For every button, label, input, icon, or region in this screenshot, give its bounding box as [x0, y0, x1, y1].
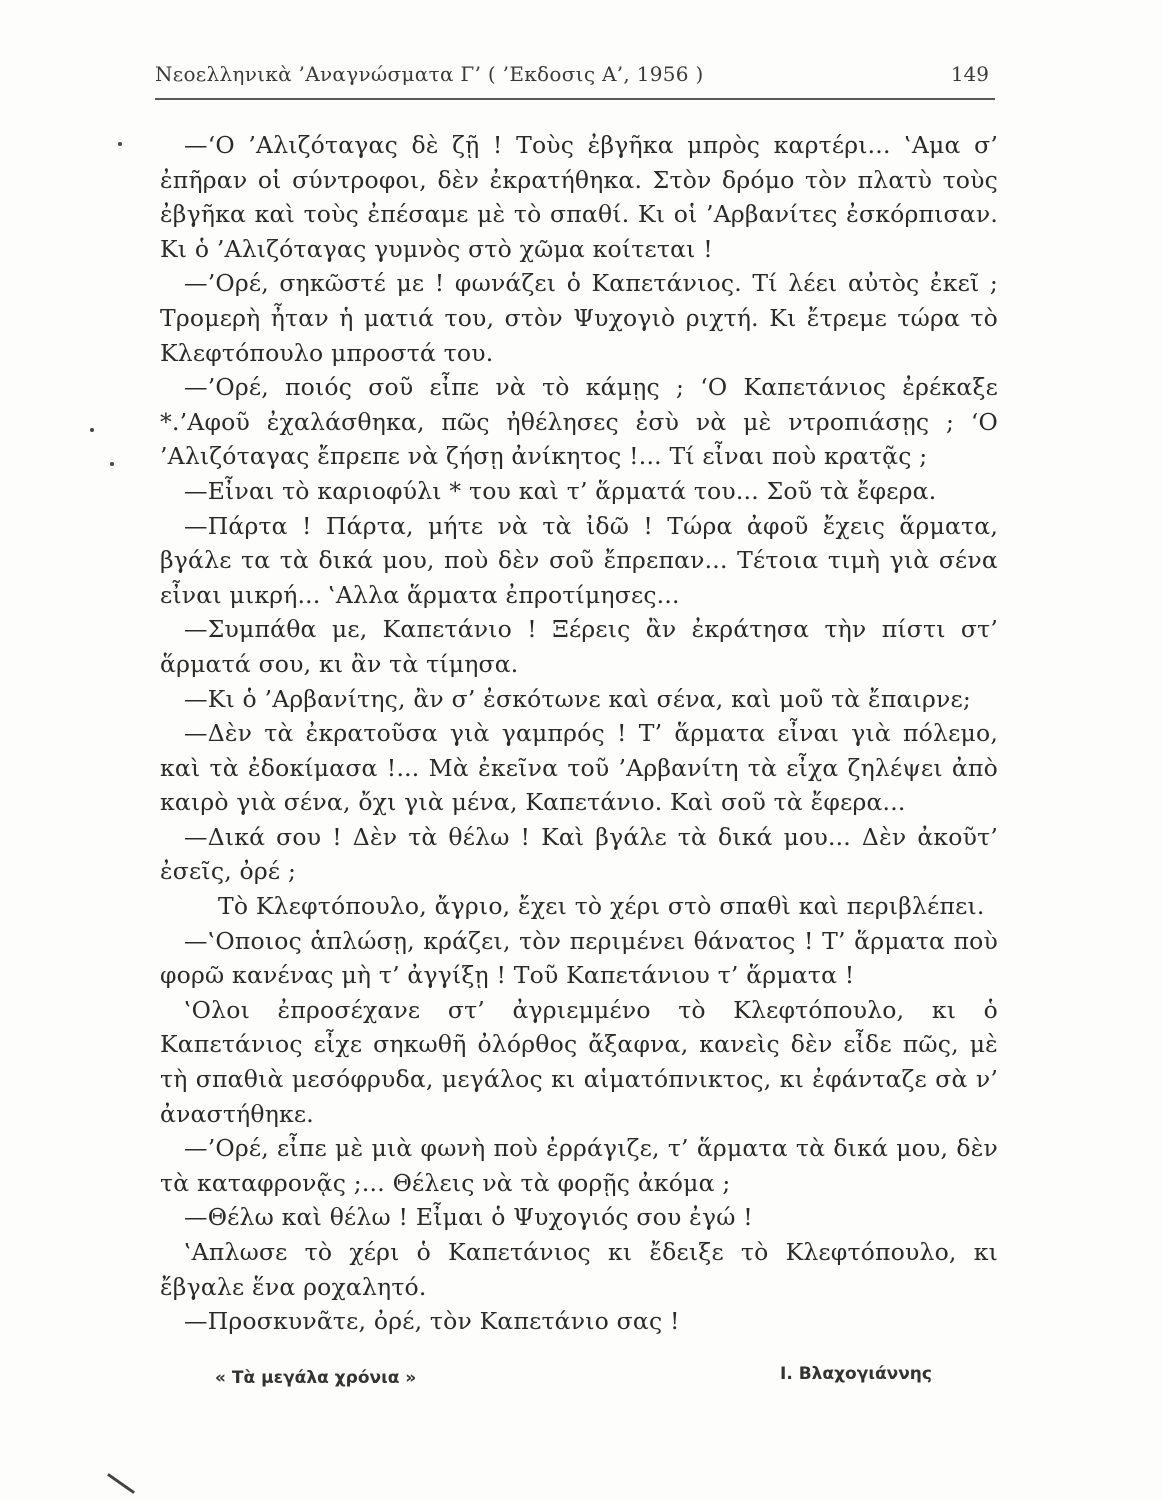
paragraph: —Δικά σου ! Δὲν τὰ θέλω ! Καὶ βγάλε τὰ δικά μου... Δὲν ἀκοῦτ’ ἐσεῖς, ὀρέ ;: [160, 822, 998, 886]
paragraph: —Κι ὁ ’Αρβανίτης, ἂν σ’ ἐσκότωνε καὶ σένα, καὶ μοῦ τὰ ἔπαιρνε;: [184, 684, 971, 713]
source-author: Ι. Βλαχογιάννης: [780, 1364, 932, 1384]
paragraph: —Εἶναι τὸ καριοφύλι * του καὶ τ’ ἅρματά του... Σοῦ τὰ ἔφερα.: [184, 476, 937, 505]
paragraph: —’Ορέ, σηκῶστέ με ! φωνάζει ὁ Καπετάνιος. Τί λέει αὐτὸς ἐκεῖ ; Τρομερὴ ἦταν ἡ ματιά του, στὸν Ψυχογιὸ ριχτή. Κι ἔτρεμε τώρα τὸ Κλεφτόπουλο μπροστά του.: [160, 269, 998, 367]
page-number: 149: [950, 62, 989, 86]
body-text: [160, 128, 998, 1339]
margin-speck: [90, 428, 94, 432]
margin-stroke: [107, 1473, 135, 1494]
paragraph: —Συμπάθα με, Καπετάνιο ! Ξέρεις ἂν ἐκράτησα τὴν πίστι στ’ ἅρματά σου, κι ἂν τὰ τίμησα.: [160, 615, 998, 678]
paragraph: —’Ορέ, ποιός σοῦ εἶπε νὰ τὸ κάμῃς ; ‘Ο Καπετάνιος ἐρέκαξε *.’Αφοῦ ἐχαλάσθηκα, πῶς ἠθέλησες ἐσὺ νὰ μὲ ντροπιάσῃς ; ‘Ο ’Αλιζόταγας ἔπρεπε νὰ ζήσῃ ἀνίκητος !... Τί εἶναι ποὺ κρατᾷς ;: [160, 373, 998, 471]
paragraph: —Θέλω καὶ θέλω ! Εἶμαι ὁ Ψυχογιός σου ἐγώ !: [184, 1203, 753, 1232]
margin-speck: [110, 462, 114, 466]
paragraph: —‘Ο ’Αλιζόταγας δὲ ζῇ ! Τοὺς ἐβγῆκα μπρὸς καρτέρι... ‛Αμα σ’ ἐπῆραν οἱ σύντροφοι, δὲν ἐκρατήθηκα. Στὸν δρόμο τὸν πλατὺ τοὺς ἐβγῆκα καὶ τοὺς ἐπέσαμε μὲ τὸ σπαθί. Κι οἱ ’Αρβανίτες ἐσκόρπισαν. Κι ὁ ’Αλιζόταγας γυμνὸς στὸ χῶμα κοίτεται !: [160, 131, 998, 263]
header-title: Νεοελληνικὰ ’Αναγνώσματα Γ’ ( ’Εκδοσις Α’, 1956 ): [155, 62, 704, 86]
paragraph: ‛Απλωσε τὸ χέρι ὁ Καπετάνιος κι ἔδειξε τὸ Κλεφτόπουλο, κι ἔβγαλε ἕνα ροχαλητό.: [160, 1238, 998, 1301]
source-book-title: « Τὰ μεγάλα χρόνια »: [215, 1368, 417, 1388]
paragraph: Τὸ Κλεφτόπουλο, ἄγριο, ἔχει τὸ χέρι στὸ σπαθὶ καὶ περιβλέπει.: [218, 892, 985, 921]
paragraph: —Δὲν τὰ ἐκρατοῦσα γιὰ γαμπρός ! Τ’ ἅρματα εἶναι γιὰ πόλεμο, καὶ τὰ ἐδοκίμασα !... Μὰ ἐκεῖνα τοῦ ’Αρβανίτη τὰ εἶχα ζηλέψει ἀπὸ καιρὸ γιὰ σένα, ὄχι γιὰ μένα, Καπετάνιο. Καὶ σοῦ τὰ ἔφερα...: [160, 719, 998, 817]
paragraph: —Πάρτα ! Πάρτα, μήτε νὰ τὰ ἰδῶ ! Τώρα ἀφοῦ ἔχεις ἅρματα, βγάλε τα τὰ δικά μου, ποὺ δὲν σοῦ ἔπρεπαν... Τέτοια τιμὴ γιὰ σένα εἶναι μικρή... ‛Αλλα ἅρματα ἐπροτίμησες...: [160, 511, 998, 609]
paragraph: ‛Ολοι ἐπροσέχανε στ’ ἀγριεμμένο τὸ Κλεφτόπουλο, κι ὁ Καπετάνιος εἶχε σηκωθῆ ὀλόρθος ἄξαφνα, κανεὶς δὲν εἶδε πῶς, μὲ τὴ σπαθιὰ μεσόφρυδα, μεγάλος κι αἱματόπνικτος, κι ἐφάνταζε σὰ ν’ ἀναστήθηκε.: [160, 995, 998, 1128]
source-attribution: [160, 1360, 960, 1400]
running-header: [155, 58, 995, 100]
paragraph: —’Ορέ, εἶπε μὲ μιὰ φωνὴ ποὺ ἐρράγιζε, τ’ ἅρματα τὰ δικά μου, δὲν τὰ καταφρονᾷς ;... Θέλεις νὰ τὰ φορῇς ἀκόμα ;: [160, 1134, 998, 1197]
paragraph: —Προσκυνᾶτε, ὀρέ, τὸν Καπετάνιο σας !: [184, 1307, 680, 1336]
paragraph: —‛Οποιος ἁπλώσῃ, κράζει, τὸν περιμένει θάνατος ! Τ’ ἅρματα ποὺ φορῶ κανένας μὴ τ’ ἀγγίξῃ ! Τοῦ Καπετάνιου τ’ ἅρματα !: [160, 926, 998, 990]
margin-speck: [118, 142, 122, 146]
